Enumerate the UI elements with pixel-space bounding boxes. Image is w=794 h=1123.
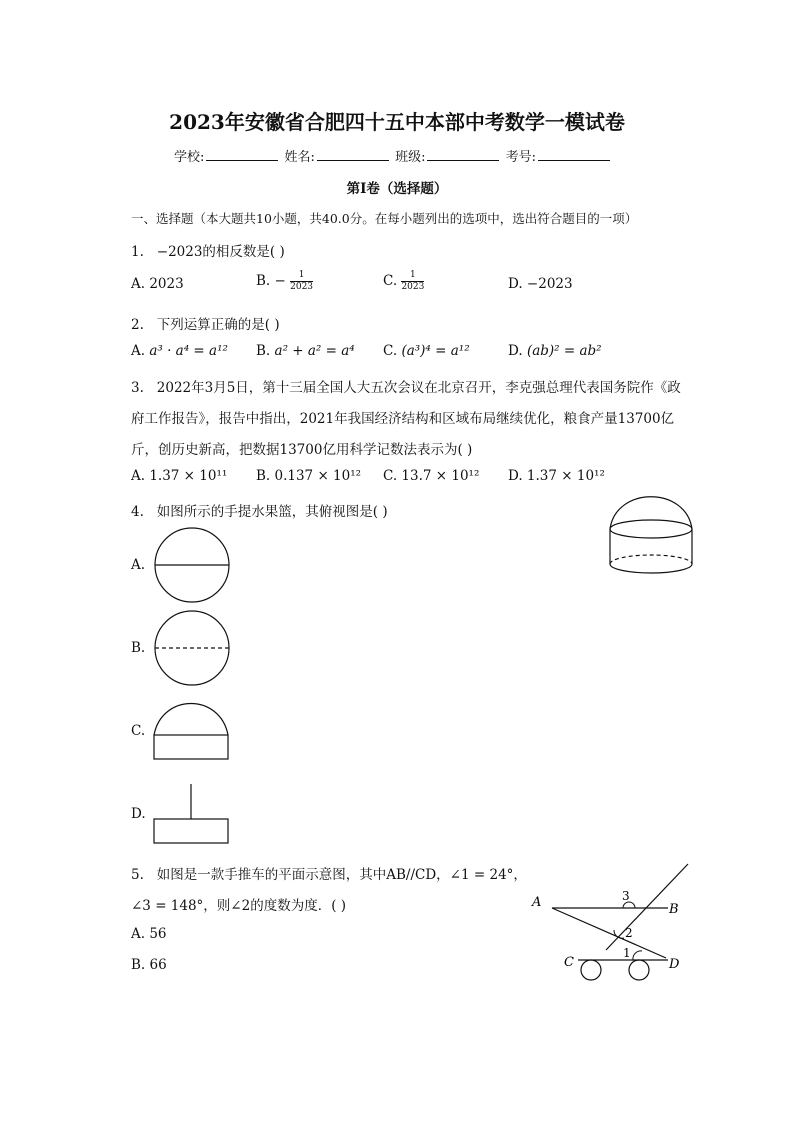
q1-option-b[interactable]	[256, 270, 313, 293]
label-c: C	[564, 955, 574, 970]
question-3-number: 3.	[131, 380, 144, 396]
question-4-number: 4.	[131, 504, 144, 520]
line-ad	[552, 908, 666, 958]
fruit-basket-figure	[606, 492, 696, 580]
question-2	[131, 313, 280, 333]
q1-option-b-prefix: B. −	[256, 273, 286, 289]
student-info-line	[174, 146, 612, 165]
q2-c-expr: (a³)⁴ = a¹²	[401, 343, 470, 359]
handcart-diagram	[530, 860, 700, 985]
q4-option-a-figure[interactable]	[152, 527, 232, 605]
q2-option-a[interactable]	[131, 343, 228, 359]
question-1-number: 1.	[131, 244, 144, 260]
question-1-text: −2023的相反数是( )	[156, 244, 285, 260]
school-label: 学校:	[174, 150, 205, 165]
q1-option-b-fraction	[290, 270, 313, 293]
basket-top-ellipse	[610, 520, 692, 538]
q2-c-label: C.	[383, 343, 398, 359]
question-5-line-2: ∠3 = 148°，则∠2的度数为度．( )	[131, 898, 347, 914]
question-4-text: 如图所示的手提水果篮，其俯视图是( )	[156, 504, 388, 520]
exam-title: 2023年安徽省合肥四十五中本部中考数学一模试卷	[169, 110, 625, 134]
basket-handle-arc	[610, 497, 692, 529]
q4-option-a-label[interactable]: A.	[131, 557, 146, 573]
label-a: A	[532, 895, 542, 910]
question-3-text-1: 2022年3月5日，第十三届全国人大五次会议在北京召开，李克强总理代表国务院作《政	[156, 380, 681, 396]
school-blank[interactable]	[206, 148, 278, 161]
q2-option-d[interactable]	[508, 343, 602, 359]
label-angle-1: 1	[623, 946, 631, 960]
q3-option-d[interactable]: D. 1.37 × 10¹²	[508, 468, 605, 484]
question-2-text: 下列运算正确的是( )	[156, 317, 280, 333]
q4-option-c-label[interactable]: C.	[131, 723, 146, 739]
q5-option-b[interactable]: B. 66	[131, 957, 167, 973]
question-3-line-1	[131, 376, 681, 396]
q4-option-d-label[interactable]: D.	[131, 806, 146, 822]
q5-option-a[interactable]: A. 56	[131, 926, 167, 942]
volume-title: 第I卷（选择题）	[346, 181, 448, 197]
q2-a-label: A.	[131, 343, 146, 359]
q1-option-c-fraction	[401, 270, 424, 293]
question-5-text-1: 如图是一款手推车的平面示意图，其中AB//CD，∠1 = 24°，	[156, 867, 527, 883]
q1-option-a[interactable]: A. 2023	[131, 276, 184, 292]
q3-option-b[interactable]: B. 0.137 × 10¹²	[256, 468, 362, 484]
question-3-line-3: 斤，创历史新高，把数据13700亿用科学记数法表示为( )	[131, 442, 473, 458]
class-label: 班级:	[395, 150, 426, 165]
q2-d-label: D.	[508, 343, 523, 359]
q4-option-b-label[interactable]: B.	[131, 640, 146, 656]
left-wheel	[581, 960, 601, 980]
label-d: D	[669, 957, 680, 972]
section-heading: 一、选择题（本大题共10小题，共40.0分。在每小题列出的选项中，选出符合题目的一项）	[131, 211, 638, 226]
q1-b-numerator: 1	[290, 270, 313, 282]
q1-c-numerator: 1	[401, 270, 424, 282]
option-d-rectangle	[154, 819, 228, 843]
question-2-number: 2.	[131, 317, 144, 333]
question-1	[131, 240, 285, 260]
question-5-number: 5.	[131, 867, 144, 883]
name-label: 姓名:	[284, 150, 315, 165]
right-wheel	[629, 960, 649, 980]
exam-no-label: 考号:	[505, 150, 536, 165]
class-blank[interactable]	[427, 148, 499, 161]
question-5-line-1	[131, 863, 527, 883]
exam-no-blank[interactable]	[538, 148, 610, 161]
q1-b-denominator: 2023	[290, 282, 314, 292]
name-blank[interactable]	[317, 148, 389, 161]
question-3-line-2: 府工作报告》，报告中指出，2021年我国经济结构和区域布局继续优化，粮食产量13700亿	[131, 411, 675, 427]
q1-c-denominator: 2023	[401, 282, 425, 292]
option-c-rectangle	[154, 735, 228, 759]
basket-bottom-front	[610, 564, 692, 573]
q2-d-expr: (ab)² = ab²	[526, 343, 602, 359]
q1-option-d[interactable]: D. −2023	[508, 276, 573, 292]
q4-option-b-figure[interactable]	[152, 610, 232, 688]
question-4	[131, 500, 388, 520]
basket-bottom-back-dashed	[610, 555, 692, 564]
q2-option-c[interactable]	[383, 343, 470, 359]
q2-option-b[interactable]	[256, 343, 355, 359]
q2-b-expr: a² + a² = a⁴	[274, 343, 355, 359]
angle-1-arc	[633, 951, 642, 960]
q1-option-c[interactable]	[383, 270, 424, 293]
q2-b-label: B.	[256, 343, 271, 359]
q3-option-c[interactable]: C. 13.7 × 10¹²	[383, 468, 480, 484]
q2-a-expr: a³ · a⁴ = a¹²	[149, 343, 228, 359]
q3-option-a[interactable]: A. 1.37 × 10¹¹	[131, 468, 228, 484]
q4-option-c-figure[interactable]	[152, 697, 232, 763]
q1-option-c-prefix: C.	[383, 273, 398, 289]
q4-option-d-figure[interactable]	[152, 783, 232, 845]
label-angle-3: 3	[622, 889, 630, 903]
option-c-handle-arc	[154, 704, 228, 736]
label-b: B	[669, 902, 679, 917]
label-angle-2: 2	[625, 926, 633, 940]
